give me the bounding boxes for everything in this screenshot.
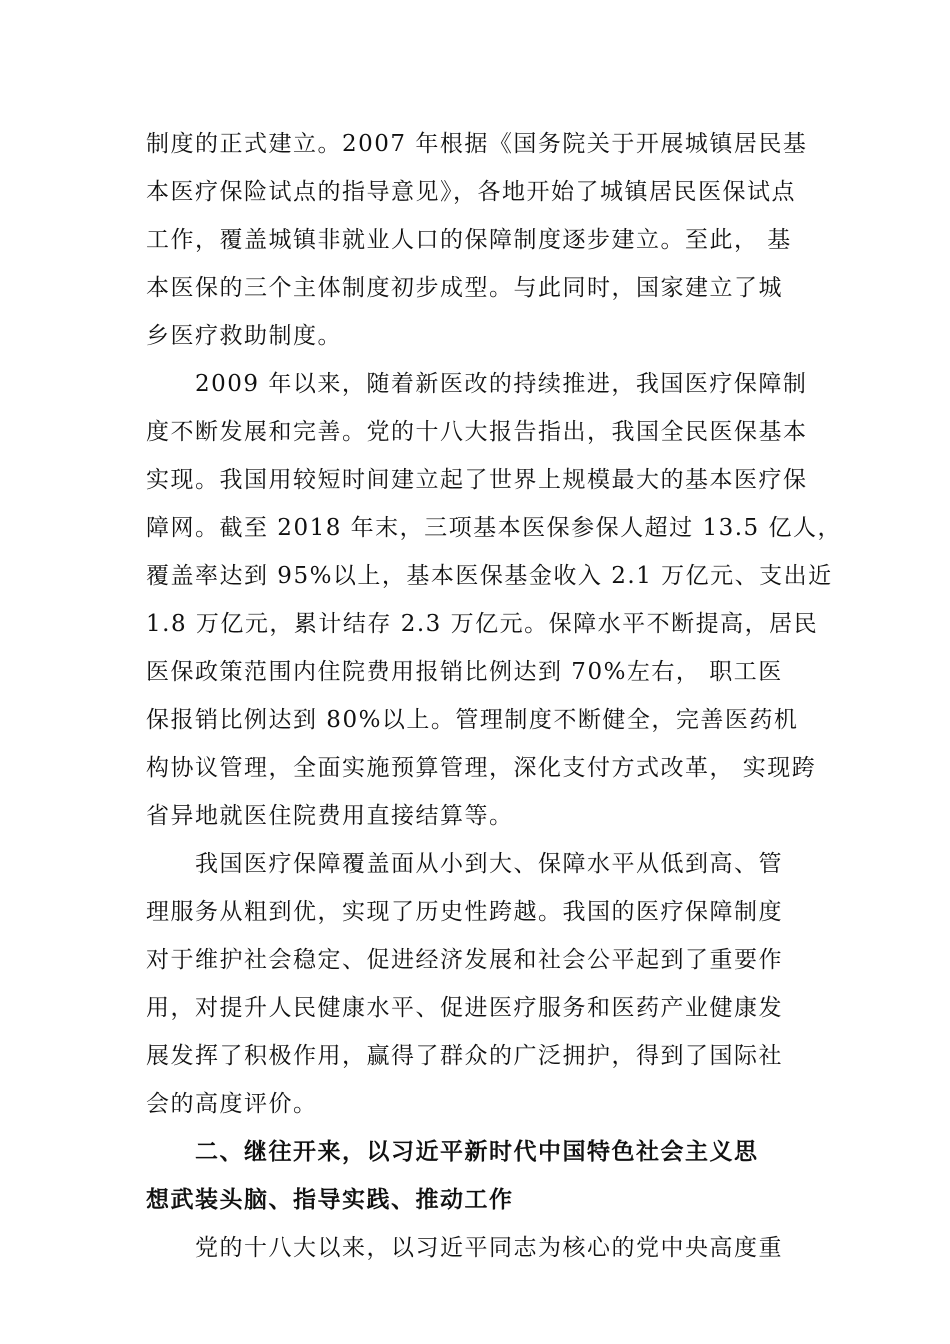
text-line: 本医保的三个主体制度初步成型。与此同时，国家建立了城 — [146, 275, 783, 301]
text-line: 乡医疗救助制度。 — [146, 323, 342, 349]
heading-line: 二、继往开来，以习近平新时代中国特色社会主义思 — [146, 1139, 759, 1165]
text-line: 障网。截至 2018 年末，三项基本医保参保人超过 13.5 亿人， — [146, 515, 842, 541]
text-line: 保报销比例达到 80%以上。管理制度不断健全，完善医药机 — [146, 707, 799, 733]
text-line: 本医疗保险试点的指导意见》，各地开始了城镇居民医保试点 — [146, 179, 796, 205]
text-line: 覆盖率达到 95%以上，基本医保基金收入 2.1 万亿元、支出近 — [146, 563, 833, 589]
text-line: 党的十八大以来，以习近平同志为核心的党中央高度重 — [146, 1235, 783, 1261]
paragraph-4 — [146, 1224, 820, 1272]
text-line: 医保政策范围内住院费用报销比例达到 70%左右， 职工医 — [146, 659, 783, 685]
heading-line: 想武装头脑、指导实践、推动工作 — [146, 1187, 514, 1213]
text-line: 用，对提升人民健康水平、促进医疗服务和医药产业健康发 — [146, 995, 783, 1021]
text-line: 2009 年以来，随着新医改的持续推进，我国医疗保障制 — [146, 371, 808, 397]
text-line: 我国医疗保障覆盖面从小到大、保障水平从低到高、管 — [146, 851, 783, 877]
text-line: 展发挥了积极作用，赢得了群众的广泛拥护，得到了国际社 — [146, 1043, 783, 1069]
section-heading — [146, 1128, 820, 1224]
text-line: 对于维护社会稳定、促进经济发展和社会公平起到了重要作 — [146, 947, 783, 973]
document-body — [146, 120, 842, 1272]
text-line: 工作，覆盖城镇非就业人口的保障制度逐步建立。至此， 基 — [146, 227, 792, 253]
text-line: 构协议管理，全面实施预算管理，深化支付方式改革， 实现跨 — [146, 755, 817, 781]
text-line: 实现。我国用较短时间建立起了世界上规模最大的基本医疗保 — [146, 467, 808, 493]
paragraph-1 — [146, 120, 820, 360]
text-line: 制度的正式建立。2007 年根据《国务院关于开展城镇居民基 — [146, 131, 808, 157]
text-line: 会的高度评价。 — [146, 1091, 318, 1117]
text-line: 度不断发展和完善。党的十八大报告指出，我国全民医保基本 — [146, 419, 808, 445]
text-line: 理服务从粗到优，实现了历史性跨越。我国的医疗保障制度 — [146, 899, 783, 925]
text-line: 省异地就医住院费用直接结算等。 — [146, 803, 514, 829]
paragraph-2 — [146, 360, 842, 840]
paragraph-3 — [146, 840, 820, 1128]
text-line: 1.8 万亿元，累计结存 2.3 万亿元。保障水平不断提高，居民 — [146, 611, 819, 637]
